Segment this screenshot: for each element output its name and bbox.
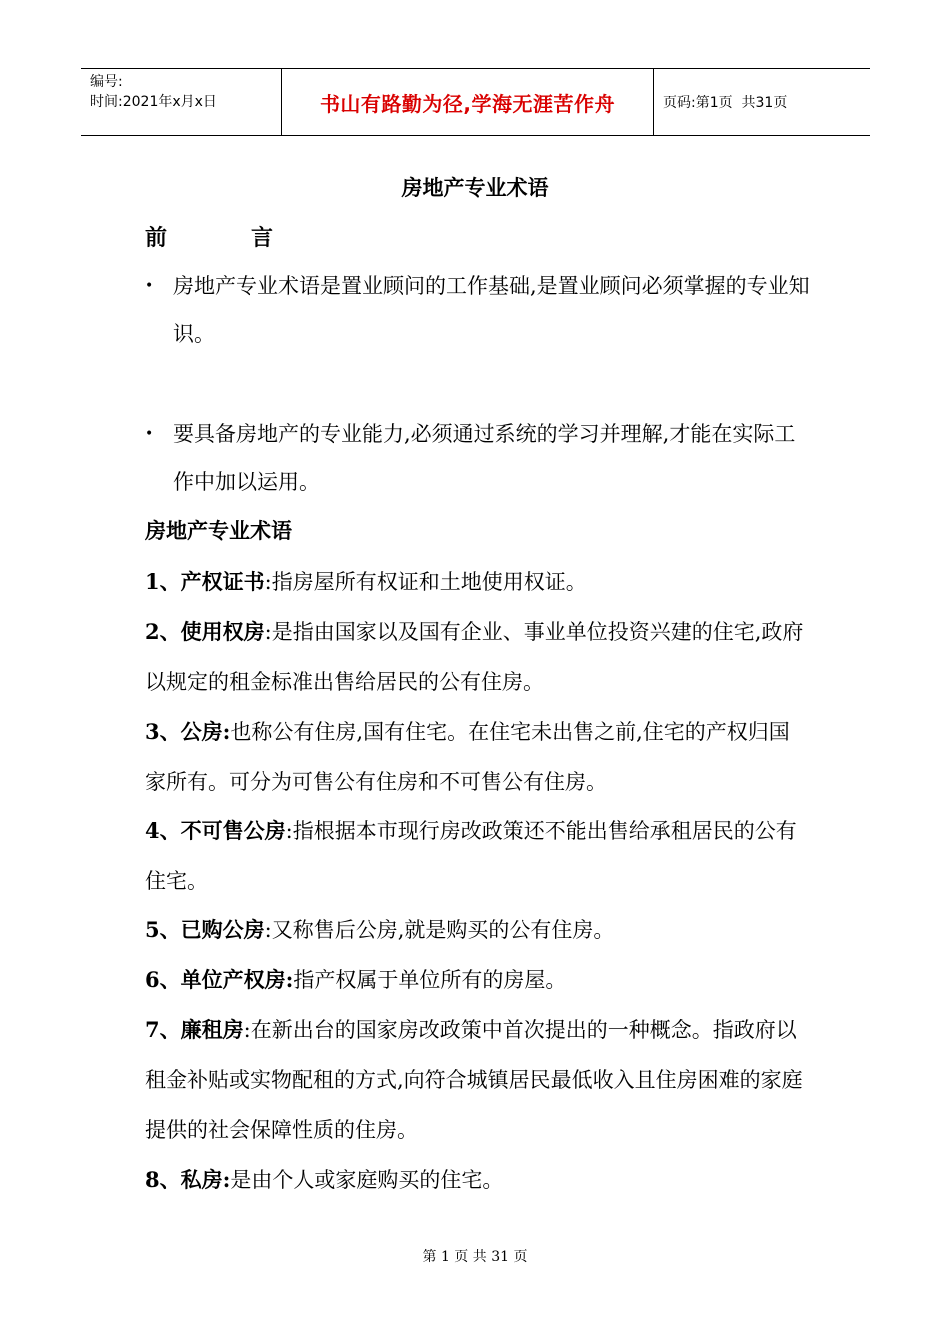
- term-entry: [145, 707, 810, 807]
- preface-heading: [145, 221, 273, 252]
- term-entry: [145, 806, 810, 906]
- preface-left: 前: [145, 225, 168, 251]
- bullet-text: 房地产专业术语是置业顾问的工作基础,是置业顾问必须掌握的专业知识。: [173, 274, 810, 346]
- term-number: 3、: [145, 719, 181, 744]
- term-colon: :: [264, 570, 272, 594]
- document-title: 房地产专业术语: [401, 175, 549, 200]
- header-page-cell: [654, 69, 870, 135]
- term-text: 在新出台的国家房改政策中首次提出的一种概念。指政府以租金补贴或实物配租的方式,向符合城镇居民最低收入且住房困难的家庭提供的社会保障性质的住房。: [145, 1018, 803, 1142]
- term-name: 使用权房: [180, 619, 265, 644]
- bullet-dot-icon: •: [145, 278, 154, 294]
- term-number: 8、: [145, 1167, 181, 1192]
- term-name: 公房:: [180, 719, 231, 744]
- term-text: 指产权属于单位所有的房屋。: [293, 968, 567, 992]
- term-text: 指根据本市现行房改政策还不能出售给承租居民的公有住宅。: [145, 819, 797, 893]
- term-text: 是由个人或家庭购买的住宅。: [230, 1168, 504, 1192]
- term-entry: [145, 557, 810, 607]
- header-info-cell: [81, 69, 282, 135]
- term-colon: :: [285, 819, 293, 843]
- term-name: 已购公房: [180, 917, 265, 942]
- page-header: [81, 68, 870, 136]
- header-motto-cell: [282, 69, 654, 135]
- bullet-item: [145, 262, 810, 358]
- time-label: 时间:2021年x月x日: [90, 94, 217, 110]
- term-colon: :: [243, 1018, 251, 1042]
- page-number-label: 页码:第1页 共31页: [663, 95, 788, 111]
- term-entry: [145, 1005, 810, 1155]
- term-number: 4、: [145, 818, 181, 843]
- bullet-item: [145, 410, 810, 506]
- page-footer: [0, 1246, 950, 1266]
- term-text: 指房屋所有权证和土地使用权证。: [271, 570, 587, 594]
- term-text: 也称公有住房,国有住宅。在住宅未出售之前,住宅的产权归国家所有。可分为可售公有住房和不可售公有住房。: [145, 720, 790, 794]
- term-colon: :: [264, 918, 272, 942]
- footer-page-number: 第 1 页 共 31 页: [422, 1249, 528, 1265]
- term-name: 私房:: [180, 1167, 231, 1192]
- term-number: 5、: [145, 917, 181, 942]
- term-entry: [145, 955, 810, 1005]
- term-text: 是指由国家以及国有企业、事业单位投资兴建的住宅,政府以规定的租金标准出售给居民的公有住房。: [145, 620, 804, 694]
- term-number: 7、: [145, 1017, 181, 1042]
- term-name: 不可售公房: [180, 818, 286, 843]
- term-number: 2、: [145, 619, 181, 644]
- term-colon: :: [264, 620, 272, 644]
- section-heading: 房地产专业术语: [145, 518, 292, 543]
- term-name: 产权证书: [180, 569, 265, 594]
- term-number: 1、: [145, 569, 181, 594]
- bullet-text: 要具备房地产的专业能力,必须通过系统的学习并理解,才能在实际工作中加以运用。: [173, 422, 796, 494]
- bullet-dot-icon: •: [145, 426, 154, 442]
- term-entry: [145, 905, 810, 955]
- term-text: 又称售后公房,就是购买的公有住房。: [271, 918, 615, 942]
- motto-text: 书山有路勤为径,学海无涯苦作舟: [319, 91, 616, 116]
- preface-right: 言: [251, 225, 274, 251]
- term-entry: [145, 607, 810, 707]
- number-label: 编号:: [90, 74, 123, 90]
- term-name: 单位产权房:: [180, 967, 294, 992]
- term-entry: [145, 1155, 810, 1205]
- term-number: 6、: [145, 967, 181, 992]
- term-name: 廉租房: [180, 1017, 244, 1042]
